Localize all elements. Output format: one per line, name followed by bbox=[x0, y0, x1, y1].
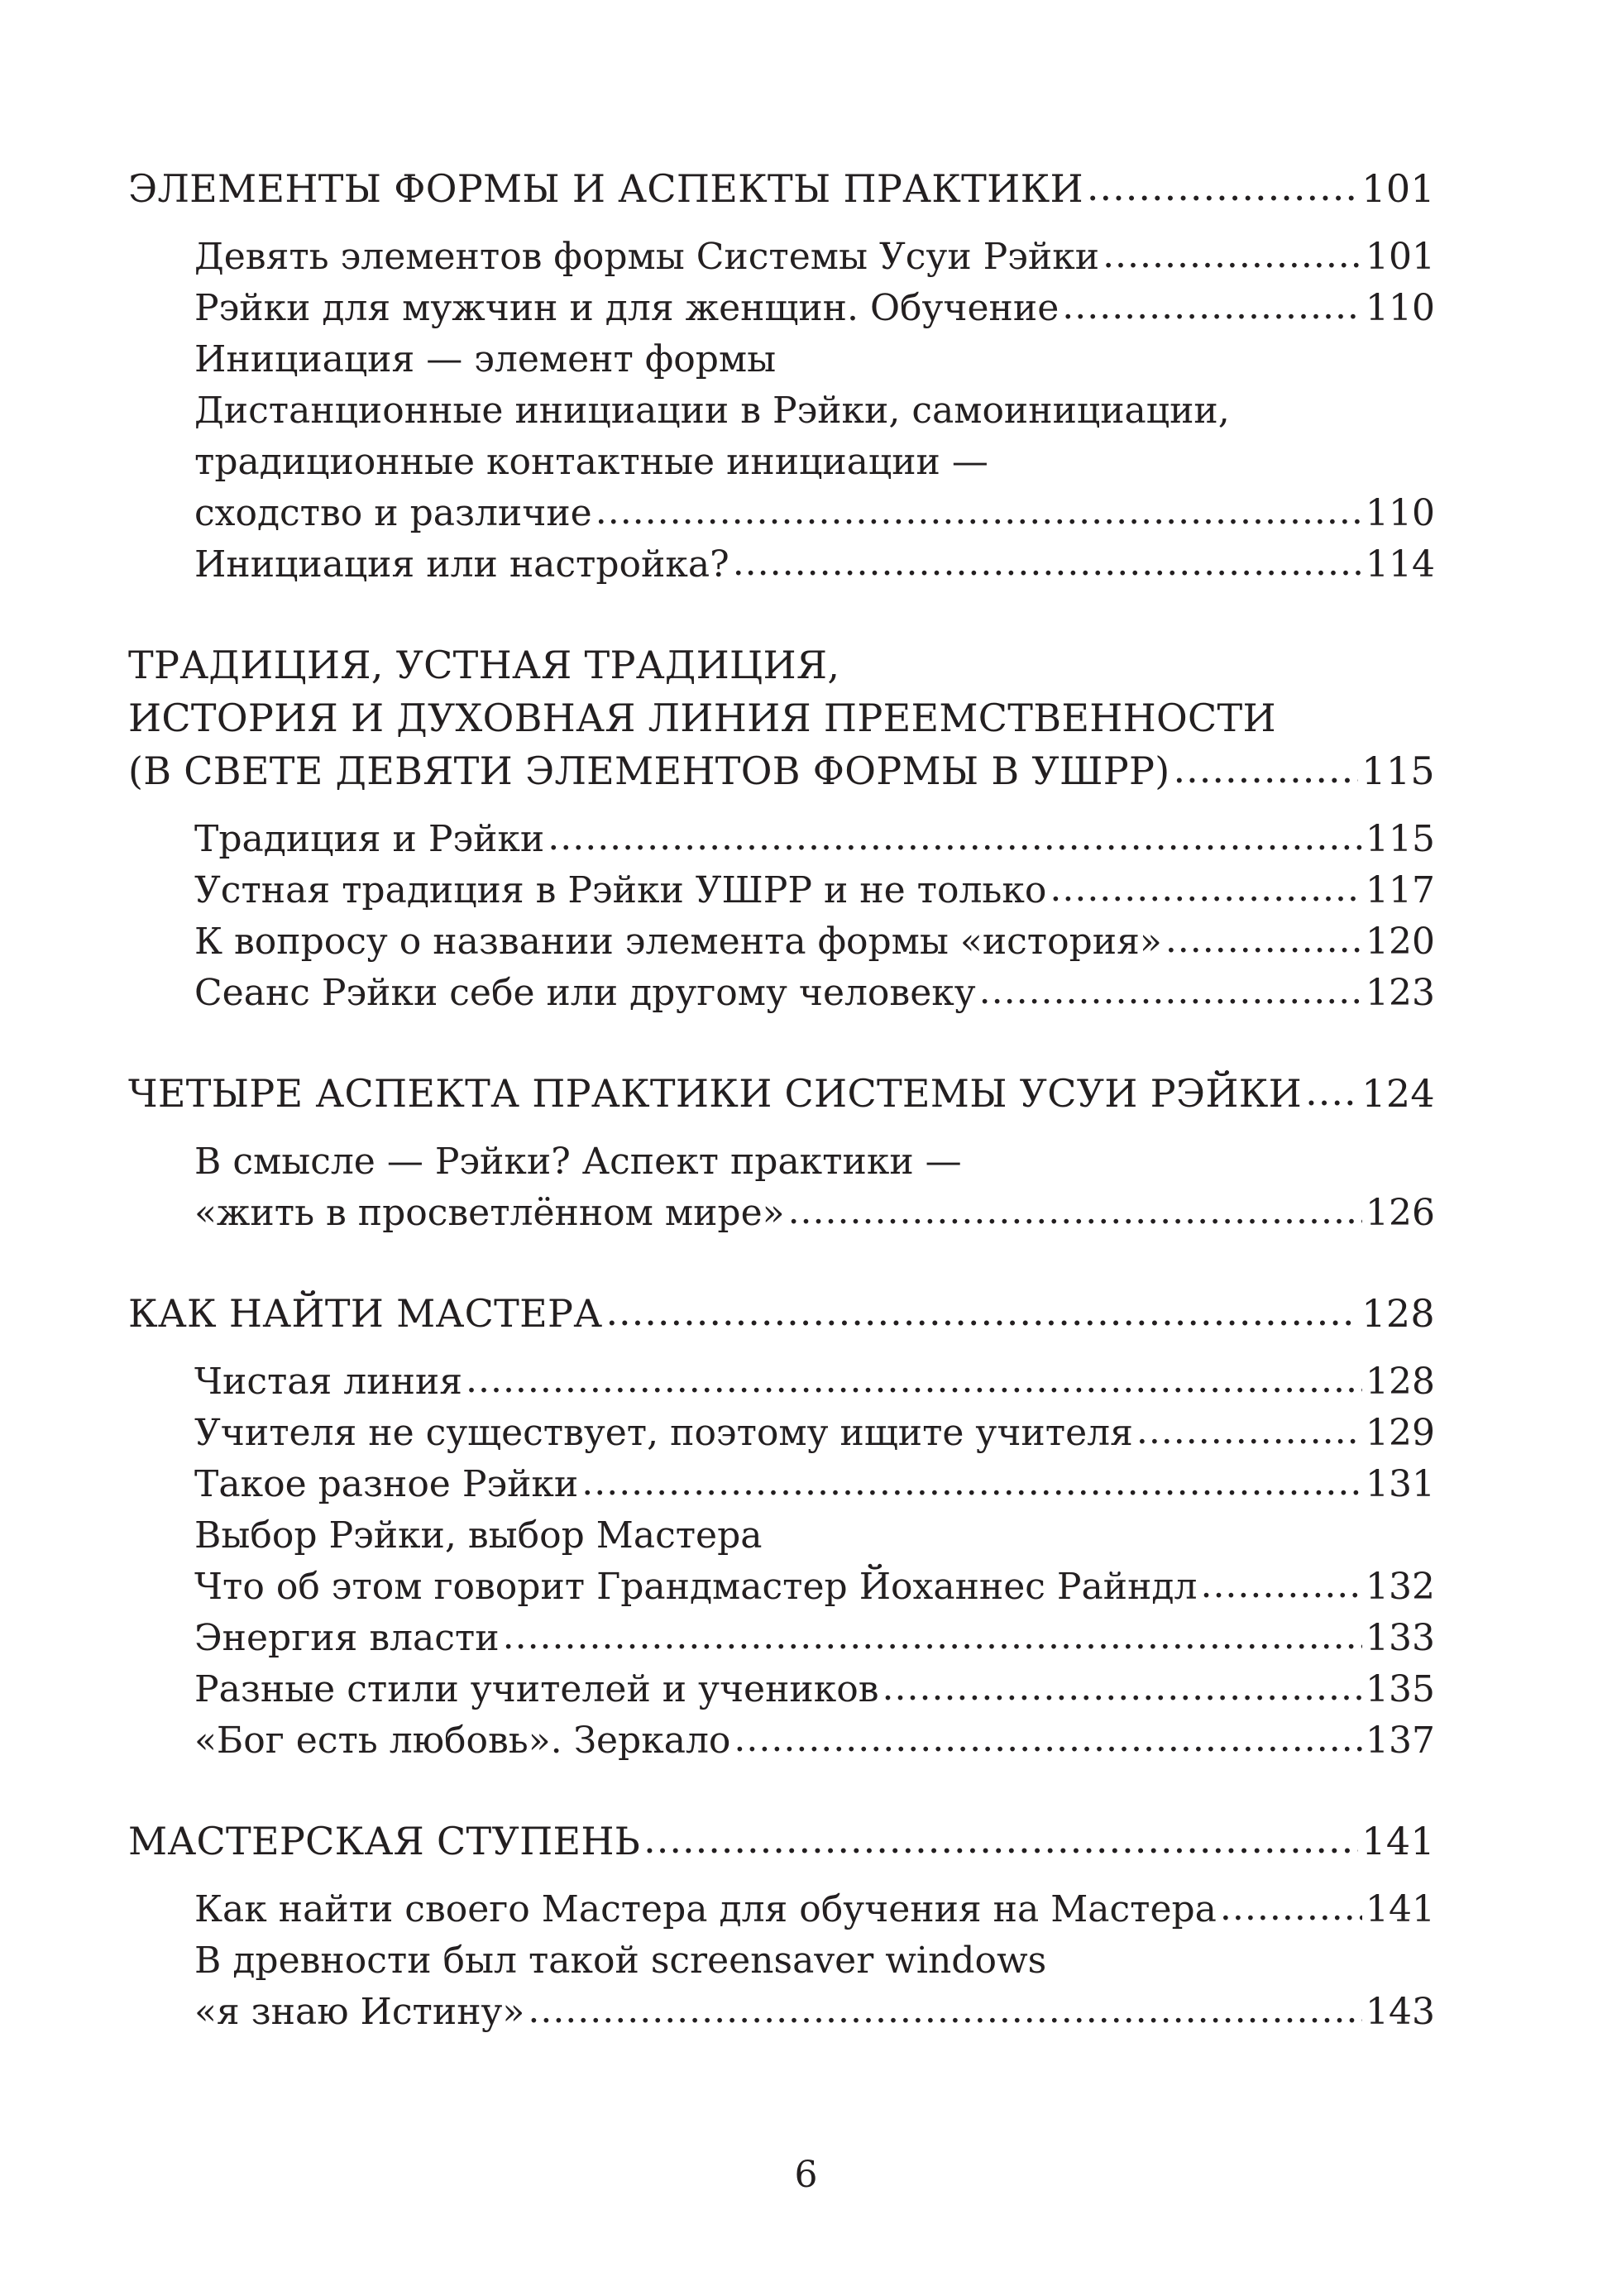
toc-line bbox=[128, 1067, 1435, 1120]
toc-line bbox=[194, 334, 1435, 385]
toc-title-text: Учителя не существует, поэтому ищите учителя bbox=[194, 1412, 1133, 1454]
toc-title-text: Инициация — элемент формы bbox=[194, 338, 777, 380]
dot-leader bbox=[734, 1714, 1362, 1765]
toc-line bbox=[194, 283, 1435, 334]
toc-title-text: «Бог есть любовь». Зеркало bbox=[194, 1720, 731, 1762]
toc-title-text: КАК НАЙТИ МАСТЕРА bbox=[128, 1291, 603, 1336]
toc-line bbox=[194, 385, 1435, 437]
toc-line bbox=[194, 1136, 1435, 1188]
toc-page-number: 129 bbox=[1366, 1412, 1435, 1454]
toc-title-text: Рэйки для мужчин и для женщин. Обучение bbox=[194, 287, 1060, 329]
toc-title-text: Чистая линия bbox=[194, 1361, 462, 1403]
dot-leader bbox=[1174, 743, 1359, 796]
toc-title-text: Как найти своего Мастера для обучения на Мастера bbox=[194, 1888, 1217, 1930]
toc-section-heading bbox=[128, 162, 1435, 215]
dot-leader bbox=[643, 1813, 1358, 1866]
toc-title-text: ЭЛЕМЕНТЫ ФОРМЫ И АСПЕКТЫ ПРАКТИКИ bbox=[128, 166, 1083, 211]
toc-entry bbox=[128, 916, 1435, 968]
toc-title-text: Что об этом говорит Грандмастер Йоханнес Райндл bbox=[194, 1566, 1198, 1608]
dot-leader bbox=[596, 486, 1362, 538]
toc-line bbox=[194, 488, 1435, 539]
dot-leader bbox=[979, 966, 1362, 1017]
toc-entry bbox=[128, 334, 1435, 539]
dot-leader bbox=[1062, 281, 1362, 332]
toc-entry bbox=[128, 232, 1435, 283]
toc-title-text: «жить в просветлённом мире» bbox=[194, 1192, 785, 1234]
toc-page-number: 110 bbox=[1366, 287, 1435, 329]
toc-title-text: Традиция и Рэйки bbox=[194, 818, 545, 860]
dot-leader bbox=[1165, 915, 1362, 966]
toc-line bbox=[194, 1884, 1435, 1935]
toc-line bbox=[194, 1562, 1435, 1613]
toc-entry bbox=[128, 1935, 1435, 2038]
toc-page-number: 141 bbox=[1366, 1888, 1435, 1930]
toc-entry bbox=[128, 1356, 1435, 1408]
toc-entry bbox=[128, 1613, 1435, 1664]
toc-section bbox=[128, 1287, 1435, 1767]
toc-line bbox=[128, 691, 1435, 744]
toc-line bbox=[194, 1510, 1435, 1562]
toc-line bbox=[194, 1715, 1435, 1767]
toc-title-text: К вопросу о названии элемента формы «история» bbox=[194, 921, 1162, 963]
dot-leader bbox=[1136, 1406, 1362, 1457]
dot-leader bbox=[581, 1457, 1362, 1509]
toc-entry bbox=[128, 968, 1435, 1019]
toc-section bbox=[128, 1067, 1435, 1239]
dot-leader bbox=[1087, 160, 1358, 213]
toc-page-number: 110 bbox=[1366, 492, 1435, 534]
toc-page-number: 137 bbox=[1366, 1720, 1435, 1762]
toc-page-number: 126 bbox=[1366, 1192, 1435, 1234]
toc-section-heading bbox=[128, 1067, 1435, 1120]
toc-entry bbox=[128, 865, 1435, 916]
toc-line bbox=[194, 539, 1435, 591]
toc-entry bbox=[128, 1510, 1435, 1613]
toc-line bbox=[194, 1664, 1435, 1715]
toc-line bbox=[194, 968, 1435, 1019]
toc-title-text: ИСТОРИЯ И ДУХОВНАЯ ЛИНИЯ ПРЕЕМСТВЕННОСТИ bbox=[128, 696, 1276, 740]
page-number: 6 bbox=[794, 2154, 818, 2196]
toc-title-text: Устная традиция в Рэйки УШРР и не только bbox=[194, 869, 1047, 911]
dot-leader bbox=[883, 1662, 1363, 1714]
dot-leader bbox=[733, 538, 1362, 589]
table-of-contents bbox=[128, 162, 1435, 2086]
toc-line bbox=[128, 162, 1435, 215]
toc-entry bbox=[128, 1715, 1435, 1767]
toc-title-text: Такое разное Рэйки bbox=[194, 1463, 579, 1505]
toc-line bbox=[194, 865, 1435, 916]
toc-line bbox=[128, 639, 1435, 691]
toc-entry bbox=[128, 283, 1435, 334]
dot-leader bbox=[1200, 1560, 1362, 1611]
toc-page-number: 141 bbox=[1361, 1819, 1435, 1863]
toc-line bbox=[194, 232, 1435, 283]
toc-title-text: ТРАДИЦИЯ, УСТНАЯ ТРАДИЦИЯ, bbox=[128, 643, 840, 687]
dot-leader bbox=[528, 1985, 1362, 2036]
toc-page-number: 115 bbox=[1366, 818, 1435, 860]
toc-page-number: 101 bbox=[1366, 236, 1435, 278]
toc-title-text: (В СВЕТЕ ДЕВЯТИ ЭЛЕМЕНТОВ ФОРМЫ В УШРР) bbox=[128, 749, 1170, 793]
toc-page-number: 135 bbox=[1366, 1668, 1435, 1710]
toc-line bbox=[194, 1613, 1435, 1664]
toc-page-number: 132 bbox=[1366, 1566, 1435, 1608]
toc-title-text: МАСТЕРСКАЯ СТУПЕНЬ bbox=[128, 1819, 641, 1863]
toc-page-number: 131 bbox=[1366, 1463, 1435, 1505]
toc-title-text: Выбор Рэйки, выбор Мастера bbox=[194, 1514, 763, 1557]
toc-line bbox=[128, 1815, 1435, 1868]
toc-line bbox=[194, 1356, 1435, 1408]
toc-line bbox=[194, 1987, 1435, 2038]
toc-entry bbox=[128, 1459, 1435, 1510]
toc-title-text: Дистанционные инициации в Рэйки, самоинициации, bbox=[194, 390, 1230, 432]
toc-entry bbox=[128, 1136, 1435, 1239]
toc-entry bbox=[128, 1408, 1435, 1459]
toc-title-text: В древности был такой screensaver windows bbox=[194, 1940, 1047, 1982]
toc-section bbox=[128, 1815, 1435, 2038]
toc-title-text: Сеанс Рэйки себе или другому человеку bbox=[194, 972, 976, 1014]
dot-leader bbox=[1220, 1882, 1362, 1934]
toc-title-text: Инициация или настройка? bbox=[194, 543, 729, 586]
toc-entry bbox=[128, 539, 1435, 591]
dot-leader bbox=[788, 1186, 1362, 1237]
dot-leader bbox=[548, 812, 1362, 863]
toc-page-number: 143 bbox=[1366, 1991, 1435, 2033]
toc-page-number: 120 bbox=[1366, 921, 1435, 963]
toc-entry bbox=[128, 814, 1435, 865]
toc-title-text: традиционные контактные инициации — bbox=[194, 441, 988, 483]
toc-page-number: 101 bbox=[1361, 166, 1435, 211]
toc-line bbox=[128, 744, 1435, 797]
toc-title-text: Разные стили учителей и учеников bbox=[194, 1668, 879, 1710]
toc-section-heading bbox=[128, 639, 1435, 797]
toc-line bbox=[194, 916, 1435, 968]
toc-title-text: В смысле — Рэйки? Аспект практики — bbox=[194, 1141, 962, 1183]
toc-entry bbox=[128, 1664, 1435, 1715]
toc-line bbox=[194, 1188, 1435, 1239]
toc-title-text: Энергия власти bbox=[194, 1617, 500, 1659]
toc-title-text: ЧЕТЫРЕ АСПЕКТА ПРАКТИКИ СИСТЕМЫ УСУИ РЭЙКИ bbox=[128, 1071, 1303, 1116]
toc-section bbox=[128, 162, 1435, 591]
toc-page-number: 128 bbox=[1366, 1361, 1435, 1403]
toc-page-number: 123 bbox=[1366, 972, 1435, 1014]
dot-leader bbox=[605, 1285, 1358, 1338]
dot-leader bbox=[1305, 1065, 1358, 1118]
toc-section bbox=[128, 639, 1435, 1019]
toc-line bbox=[194, 1459, 1435, 1510]
toc-line bbox=[194, 1408, 1435, 1459]
dot-leader bbox=[1103, 230, 1362, 281]
toc-line bbox=[194, 1935, 1435, 1987]
toc-title-text: «я знаю Истину» bbox=[194, 1991, 525, 2033]
toc-line bbox=[128, 1287, 1435, 1340]
toc-page-number: 133 bbox=[1366, 1617, 1435, 1659]
toc-page-number: 124 bbox=[1361, 1071, 1435, 1116]
dot-leader bbox=[1050, 863, 1362, 915]
dot-leader bbox=[466, 1355, 1362, 1406]
toc-title-text: сходство и различие bbox=[194, 492, 592, 534]
toc-line bbox=[194, 814, 1435, 865]
toc-page-number: 128 bbox=[1361, 1291, 1435, 1336]
toc-line bbox=[194, 437, 1435, 488]
toc-section-heading bbox=[128, 1287, 1435, 1340]
toc-page-number: 115 bbox=[1361, 749, 1435, 793]
dot-leader bbox=[503, 1611, 1362, 1662]
toc-section-heading bbox=[128, 1815, 1435, 1868]
toc-page-number: 114 bbox=[1366, 543, 1435, 586]
toc-entry bbox=[128, 1884, 1435, 1935]
toc-page-number: 117 bbox=[1366, 869, 1435, 911]
toc-title-text: Девять элементов формы Системы Усуи Рэйки bbox=[194, 236, 1100, 278]
